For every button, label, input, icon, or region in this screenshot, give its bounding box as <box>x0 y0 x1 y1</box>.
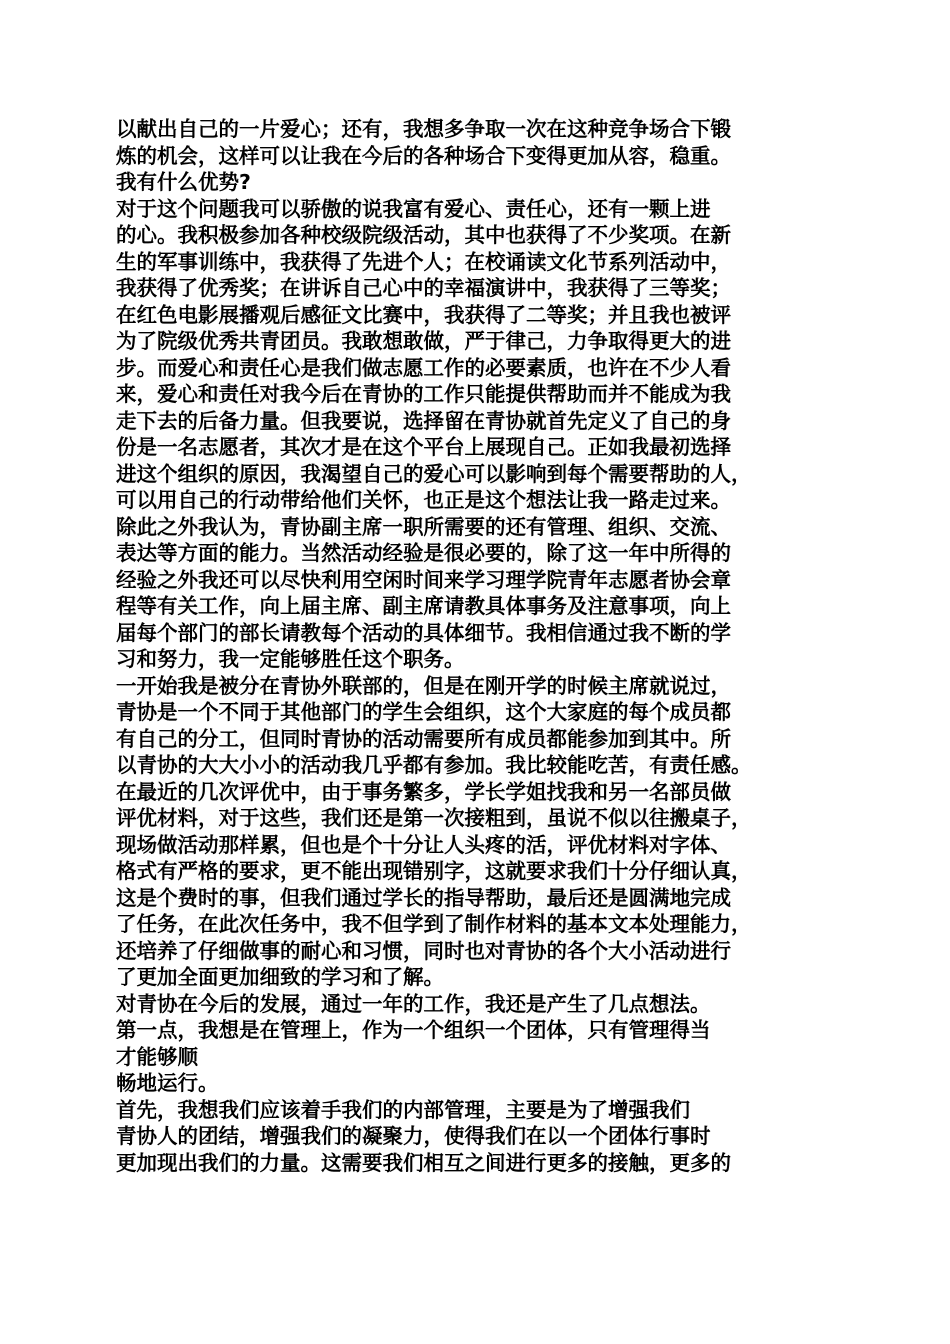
text-line: 在红色电影展播观后感征文比赛中，我获得了二等奖；并且我也被评 <box>116 302 731 327</box>
text-line: 表达等方面的能力。当然活动经验是很必要的，除了这一年中所得的 <box>116 541 731 565</box>
text-line: 有自己的分工，但同时青协的活动需要所有成员都能参加到其中。所 <box>116 726 731 751</box>
text-line: 对青协在今后的发展，通过一年的工作，我还是产生了几点想法。 <box>116 991 711 1016</box>
text-line: 习和努力，我一定能够胜任这个职务。 <box>116 647 465 671</box>
text-line: 份是一名志愿者，其次才是在这个平台上展现自己。正如我最初选择 <box>116 435 731 459</box>
text-line: 现场做活动那样累，但也是个十分让人头疼的活，评优材料对字体、 <box>116 832 731 857</box>
text-line: 青协是一个不同于其他部门的学生会组织，这个大家庭的每个成员都 <box>116 700 731 724</box>
text-line: 了更加全面更加细致的学习和了解。 <box>116 965 444 989</box>
text-line: 程等有关工作，向上届主席、副主席请教具体事务及注意事项，向上 <box>116 594 731 618</box>
text-line: 来，爱心和责任对我今后在青协的工作只能提供帮助而并不能成为我 <box>116 382 731 406</box>
text-line: 为了院级优秀共青团员。我敢想敢做，严于律己，力争取得更大的进 <box>116 329 731 353</box>
text-line: 走下去的后备力量。但我要说，选择留在青协就首先定义了自己的身 <box>116 408 731 433</box>
document-body <box>116 116 852 1176</box>
text-line: 畅地运行。 <box>116 1071 219 1095</box>
text-line: 首先，我想我们应该着手我们的内部管理，主要是为了增强我们 <box>116 1097 690 1122</box>
text-line: 的心。我积极参加各种校级院级活动，其中也获得了不少奖项。在新 <box>116 223 731 247</box>
text-line: 一开始我是被分在青协外联部的，但是在刚开学的时候主席就说过， <box>116 673 731 698</box>
text-line: 我获得了优秀奖；在讲诉自己心中的幸福演讲中，我获得了三等奖； <box>116 276 731 300</box>
text-line: 对于这个问题我可以骄傲的说我富有爱心、责任心，还有一颗上进 <box>116 196 711 221</box>
text-line: 除此之外我认为，青协副主席一职所需要的还有管理、组织、交流、 <box>116 514 731 539</box>
text-line: 第一点，我想是在管理上，作为一个组织一个团体，只有管理得当 <box>116 1018 711 1042</box>
text-line: 步。而爱心和责任心是我们做志愿工作的必要素质，也许在不少人看 <box>116 355 731 380</box>
text-line: 经验之外我还可以尽快利用空闲时间来学习理学院青年志愿者协会章 <box>116 567 731 592</box>
text-line: 炼的机会，这样可以让我在今后的各种场合下变得更加从容，稳重。 <box>116 143 731 168</box>
text-line: 以青协的大大小小的活动我几乎都有参加。我比较能吃苦，有责任感。 <box>116 753 752 777</box>
text-line: 了任务，在此次任务中，我不但学到了制作材料的基本文本处理能力， <box>116 912 752 936</box>
text-line: 青协人的团结，增强我们的凝聚力，使得我们在以一个团体行事时 <box>116 1124 711 1148</box>
text-line: 更加现出我们的力量。这需要我们相互之间进行更多的接触，更多的 <box>116 1150 731 1175</box>
text-line: 可以用自己的行动带给他们关怀，也正是这个想法让我一路走过来。 <box>116 488 731 512</box>
text-line: 这是个费时的事，但我们通过学长的指导帮助，最后还是圆满地完成 <box>116 885 731 910</box>
text-line: 进这个组织的原因，我渴望自己的爱心可以影响到每个需要帮助的人， <box>116 461 752 486</box>
text-line: 才能够顺 <box>116 1044 198 1069</box>
text-line: 还培养了仔细做事的耐心和习惯，同时也对青协的各个大小活动进行 <box>116 938 731 963</box>
text-line: 以献出自己的一片爱心；还有，我想多争取一次在这种竞争场合下锻 <box>116 117 731 141</box>
text-line: 生的军事训练中，我获得了先进个人；在校诵读文化节系列活动中， <box>116 249 731 274</box>
section-heading: 我有什么优势? <box>116 170 251 194</box>
text-line: 在最近的几次评优中，由于事务繁多，学长学姐找我和另一名部员做 <box>116 779 731 804</box>
text-line: 格式有严格的要求，更不能出现错别字，这就要求我们十分仔细认真， <box>116 859 752 883</box>
text-line: 届每个部门的部长请教每个活动的具体细节。我相信通过我不断的学 <box>116 620 731 645</box>
text-line: 评优材料，对于这些，我们还是第一次接粗到，虽说不似以往搬桌子， <box>116 806 752 830</box>
